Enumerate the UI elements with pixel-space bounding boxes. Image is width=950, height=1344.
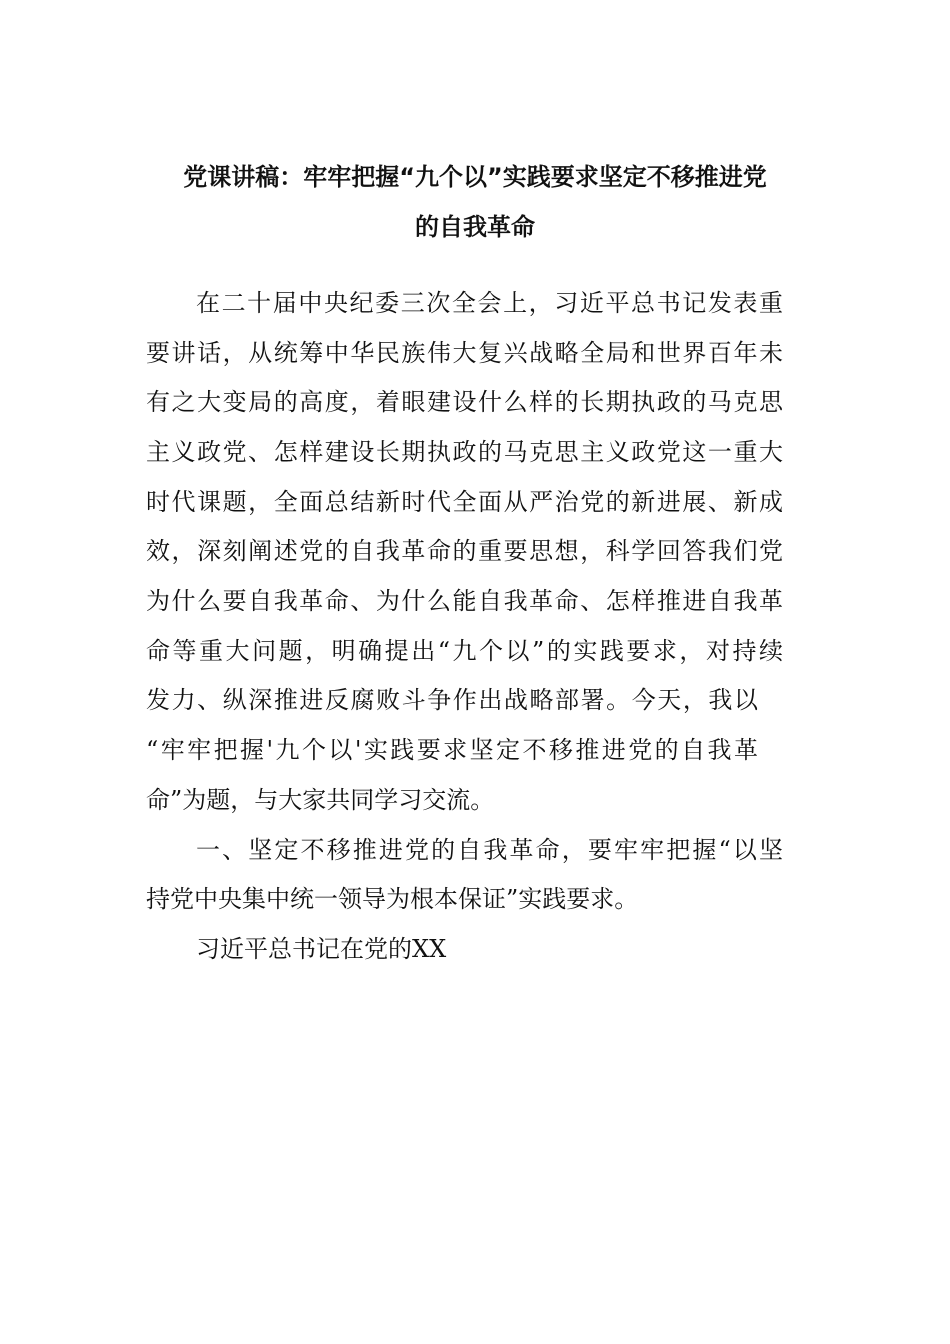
text-line: 效，深刻阐述党的自我革命的重要思想，科学回答我们党	[146, 537, 783, 565]
text-line: 要讲话，从统筹中华民族伟大复兴战略全局和世界百年未	[146, 339, 783, 367]
text-line: 持党中央集中统一领导为根本保证”实践要求。	[146, 885, 639, 913]
text-line: 主义政党、怎样建设长期执政的马克思主义政党这一重大	[146, 438, 783, 466]
document-title-line-2: 的自我革命	[415, 213, 535, 241]
text-line: 一、坚定不移推进党的自我革命，要牢牢把握“以坚	[196, 836, 783, 864]
text-line: 为什么要自我革命、为什么能自我革命、怎样推进自我革	[146, 587, 783, 615]
text-line: 时代课题，全面总结新时代全面从严治党的新进展、新成	[146, 488, 783, 516]
text-line: 有之大变局的高度，着眼建设什么样的长期执政的马克思	[146, 388, 783, 416]
document-title-line-1: 党课讲稿：牢牢把握“九个以”实践要求坚定不移推进党	[183, 163, 767, 191]
text-line: “牢牢把握'九个以'实践要求坚定不移推进党的自我革	[146, 736, 758, 764]
text-line: 习近平总书记在党的XX	[196, 935, 447, 963]
text-line: 发力、纵深推进反腐败斗争作出战略部署。今天，我以	[146, 686, 758, 714]
text-line: 命”为题，与大家共同学习交流。	[146, 786, 495, 814]
text-line: 命等重大问题，明确提出“九个以”的实践要求，对持续	[146, 637, 783, 665]
text-line: 在二十届中央纪委三次全会上，习近平总书记发表重	[196, 289, 783, 317]
